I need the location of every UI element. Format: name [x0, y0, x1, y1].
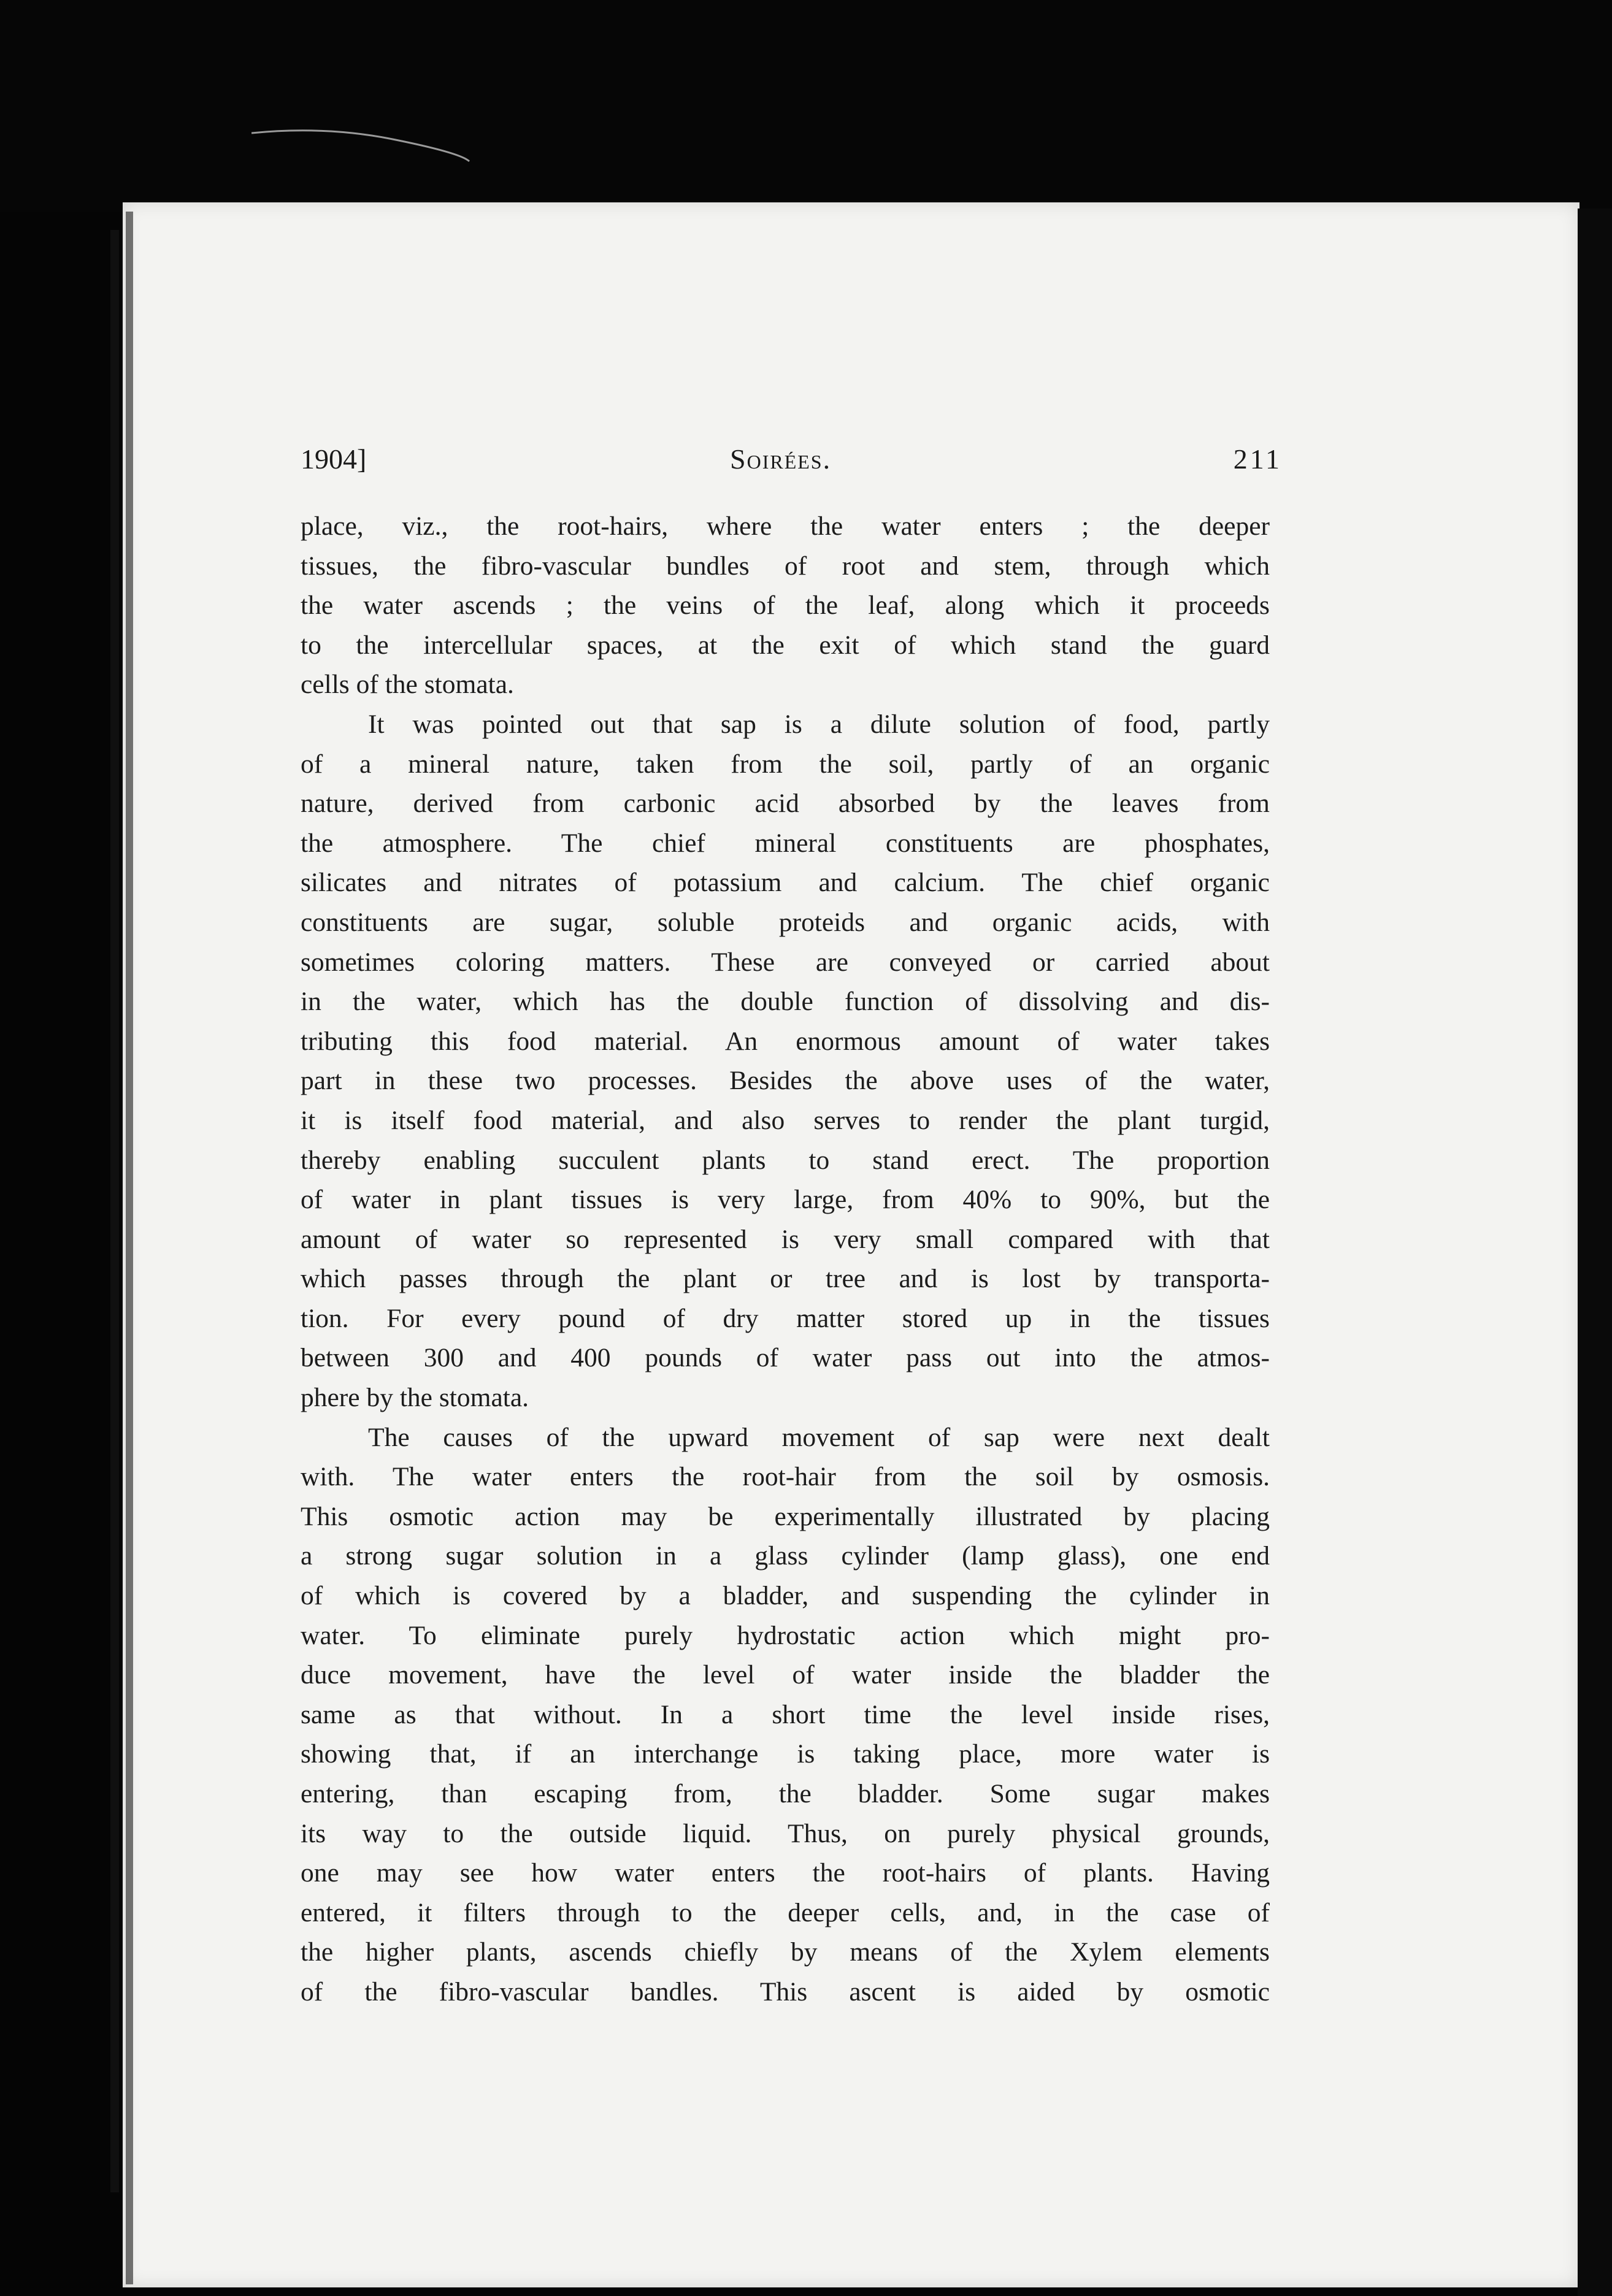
text-line: amount of water so represented is very small compared with that [301, 1224, 1270, 1254]
text-line: water. To eliminate purely hydrostatic action which might pro- [301, 1620, 1270, 1650]
body-text [301, 507, 1270, 2012]
text-line: phere by the stomata. [301, 1383, 529, 1413]
scan-background-top [0, 0, 1612, 212]
text-line: which passes through the plant or tree and is lost by transporta- [301, 1264, 1270, 1294]
running-header [301, 443, 1282, 480]
text-line: it is itself food material, and also serves to render the plant turgid, [301, 1105, 1270, 1135]
text-line: silicates and nitrates of potassium and calcium. The chief organic [301, 868, 1270, 898]
text-line: constituents are sugar, soluble proteids and organic acids, with [301, 907, 1270, 937]
text-line: This osmotic action may be experimentally illustrated by placing [301, 1501, 1270, 1531]
page-number: 211 [1233, 443, 1282, 475]
text-line: same as that without. In a short time the level inside rises, [301, 1699, 1270, 1729]
text-line: the atmosphere. The chief mineral constituents are phosphates, [301, 828, 1270, 858]
text-line: between 300 and 400 pounds of water pass out into the atmos- [301, 1343, 1270, 1373]
text-line: of the fibro-vascular bandles. This ascent is aided by osmotic [301, 1976, 1270, 2007]
text-line: one may see how water enters the root-hairs of plants. Having [301, 1858, 1270, 1888]
page-binding-shadow [110, 230, 119, 2192]
text-line: It was pointed out that sap is a dilute solution of food, partly [368, 709, 1270, 739]
text-line: a strong sugar solution in a glass cylinder (lamp glass), one end [301, 1541, 1270, 1571]
text-line: of water in plant tissues is very large, from 40% to 90%, but the [301, 1185, 1270, 1215]
text-line: sometimes coloring matters. These are conveyed or carried about [301, 947, 1270, 977]
scan-background-right [1578, 209, 1612, 2296]
text-line: The causes of the upward movement of sap were next dealt [368, 1422, 1270, 1452]
page-gutter-shadow [126, 212, 133, 2284]
text-line: tion. For every pound of dry matter stored up in the tissues [301, 1303, 1270, 1333]
text-line: the higher plants, ascends chiefly by means of the Xylem elements [301, 1937, 1270, 1967]
header-title: Soirées. [730, 443, 832, 475]
text-line: cells of the stomata. [301, 670, 514, 700]
text-line: entered, it filters through to the deeper cells, and, in the case of [301, 1897, 1270, 1927]
text-line: tissues, the fibro-vascular bundles of root and stem, through which [301, 551, 1270, 581]
text-line: thereby enabling succulent plants to stand erect. The proportion [301, 1145, 1270, 1175]
text-line: part in these two processes. Besides the above uses of the water, [301, 1066, 1270, 1096]
text-line: of which is covered by a bladder, and suspending the cylinder in [301, 1581, 1270, 1611]
text-line: to the intercellular spaces, at the exit of which stand the guard [301, 630, 1270, 660]
text-line: of a mineral nature, taken from the soil, partly of an organic [301, 749, 1270, 779]
text-line: in the water, which has the double function of dissolving and dis- [301, 987, 1270, 1017]
scan-scratch-mark [251, 126, 472, 163]
text-line: with. The water enters the root-hair from the soil by osmosis. [301, 1462, 1270, 1492]
text-line: tributing this food material. An enormous amount of water takes [301, 1026, 1270, 1056]
text-line: its way to the outside liquid. Thus, on purely physical grounds, [301, 1818, 1270, 1848]
text-line: nature, derived from carbonic acid absorbed by the leaves from [301, 789, 1270, 819]
text-line: duce movement, have the level of water inside the bladder the [301, 1660, 1270, 1690]
text-line: place, viz., the root-hairs, where the water enters ; the deeper [301, 511, 1270, 541]
text-line: entering, than escaping from, the bladder. Some sugar makes [301, 1779, 1270, 1808]
text-line: showing that, if an interchange is taking place, more water is [301, 1739, 1270, 1769]
text-line: the water ascends ; the veins of the leaf, along which it proceeds [301, 591, 1270, 621]
header-year: 1904] [301, 443, 367, 475]
